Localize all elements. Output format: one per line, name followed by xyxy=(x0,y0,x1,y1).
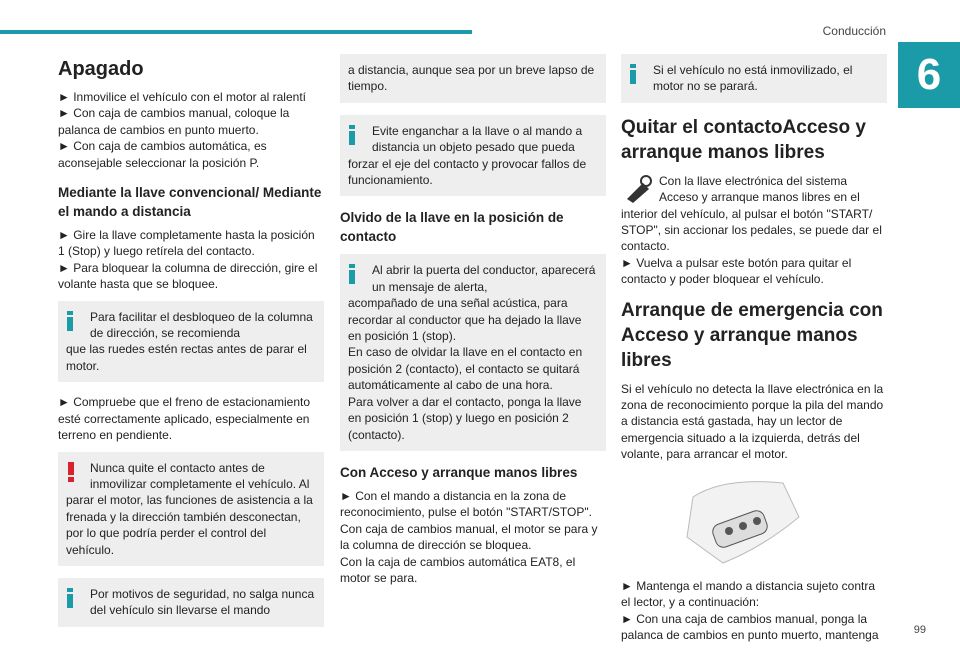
info-note xyxy=(340,254,606,450)
info-note xyxy=(340,115,606,197)
note-text: parar el motor, las funciones de asistencia a la frenada y la dirección también desconectan, por lo que podría perder el control del vehículo. xyxy=(66,493,313,557)
note-text: Al abrir la puerta del conductor, aparecerá un mensaje de alerta, xyxy=(372,263,596,294)
note-text: Si el vehículo no está inmovilizado, el motor no se parará. xyxy=(653,63,853,94)
page-number: 99 xyxy=(913,624,926,636)
heading-quitar-contacto: Quitar el contactoAcceso y arranque manos libres xyxy=(621,116,866,163)
note-text: Por motivos de seguridad, no salga nunca del vehículo sin llevarse el mando xyxy=(90,586,315,618)
info-icon xyxy=(627,64,641,84)
info-icon xyxy=(64,588,78,608)
note-text: forzar el eje del contacto y provocar fallos de funcionamiento. xyxy=(348,156,587,188)
note-text: Evite enganchar a la llave o al mando a distancia un objeto pesado que pueda xyxy=(372,123,583,155)
paragraph: ► Con el mando a distancia en la zona de reconocimiento, pulse el botón "START/STOP". Con caja de cambios manual, el motor se para y la columna de dirección se bloquea. Con la caja de cambios automática EAT8, el motor se para. xyxy=(340,488,598,585)
info-note xyxy=(621,54,887,103)
info-icon xyxy=(346,264,360,284)
note-text: Nunca quite el contacto antes de inmovilizar completamente el vehículo. Al xyxy=(90,460,310,491)
note-text: que las ruedes estén rectas antes de parar el motor. xyxy=(66,342,307,373)
info-icon xyxy=(64,311,78,331)
emergency-reader-illustration xyxy=(683,477,803,565)
paragraph: ► Inmovilice el vehículo con el motor al ralentí ► Con caja de cambios manual, coloque la palanca de cambios en punto muerto. ► Con caja de cambios automática, es aconsejable seleccionar la posición P. xyxy=(58,90,306,170)
column-1 xyxy=(58,54,324,639)
chapter-number: 6 xyxy=(898,42,960,108)
info-note xyxy=(58,578,324,627)
subheading-acceso: Con Acceso y arranque manos libres xyxy=(340,464,578,480)
note-text: acompañado de una señal acústica, para recordar al conductor que ha dejado la llave en posición 1 (stop). En caso de olvidar la llave en el contacto en posición 2 (contacto), el contacto se quitará automáticamente al cabo de una hora. Para volver a dar el contacto, ponga la llave en posición 1 (stop) y luego en posición 2 (contacto). xyxy=(348,296,583,442)
paragraph: ► Compruebe que el freno de estacionamiento esté correctamente aplicado, especialmente en terreno en pendiente. xyxy=(58,395,311,443)
column-2 xyxy=(340,54,606,594)
paragraph: Si el vehículo no detecta la llave electrónica en la zona de reconocimiento porque la pila del mando a distancia está gastada, hay un lector de emergencia situado a la izquierda, detrás del volante, para arrancar el motor. xyxy=(621,381,884,462)
heading-arranque-emergencia: Arranque de emergencia con Acceso y arranque manos libres xyxy=(621,299,883,371)
subheading-olvido: Olvido de la llave en la posición de contacto xyxy=(340,210,564,245)
warning-note xyxy=(58,452,324,566)
info-note-continued xyxy=(340,54,606,103)
header-accent-bar xyxy=(0,30,472,34)
paragraph: ► Gire la llave completamente hasta la posición 1 (Stop) y luego retírela del contacto. ► Para bloquear la columna de dirección, gire el volante hasta que se bloquee. xyxy=(58,228,318,292)
info-icon xyxy=(346,125,360,145)
section-title: Conducción xyxy=(822,24,886,38)
paragraph: ► Mantenga el mando a distancia sujeto contra el lector, y a continuación: ► Con una caja de cambios manual, ponga la palanca de cambios en punto muerto, mantenga xyxy=(621,578,879,642)
paragraph: Con la llave electrónica del sistema Acceso y arranque manos libres en el interior del vehículo, al pulsar el botón "START/ STOP", sin accionar los pedales, se puede dar el contacto. ► Vuelva a pulsar este botón para quitar el contacto y poder bloquear el vehículo. xyxy=(621,173,882,287)
column-3 xyxy=(621,54,887,651)
warning-icon xyxy=(64,462,78,482)
keyless-icon xyxy=(621,173,655,203)
heading-apagado: Apagado xyxy=(58,58,144,80)
info-note xyxy=(58,301,324,383)
note-text: Para facilitar el desbloqueo de la columna de dirección, se recomienda xyxy=(90,309,313,341)
note-text: a distancia, aunque sea por un breve lapso de tiempo. xyxy=(348,63,595,94)
subheading-llave: Mediante la llave convencional/ Mediante el mando a distancia xyxy=(58,185,322,220)
